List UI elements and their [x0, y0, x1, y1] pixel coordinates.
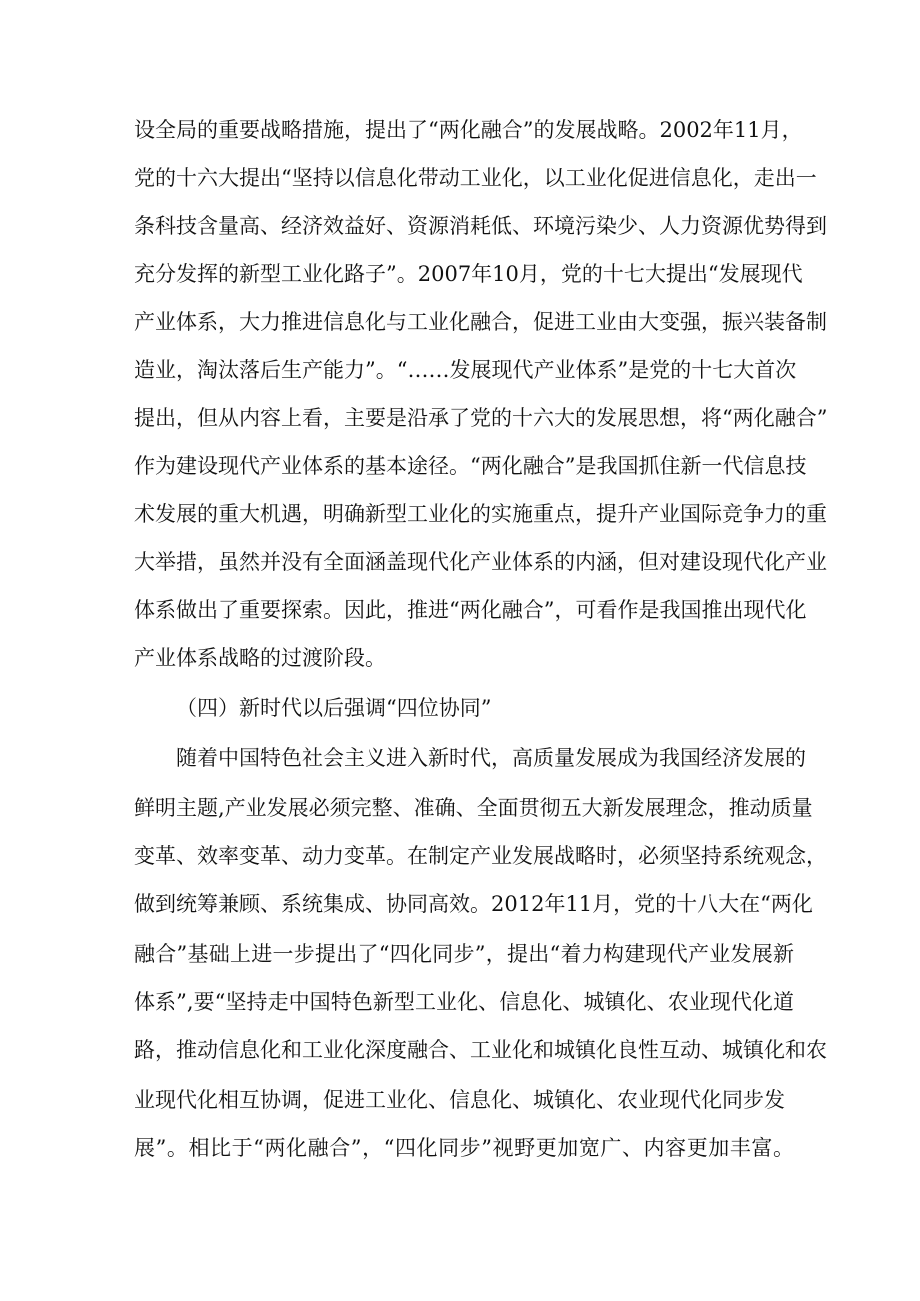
text-line: 提出，但从内容上看，主要是沿承了党的十六大的发展思想，将“两化融合”	[134, 406, 828, 430]
text-line: 鲜明主题,产业发展必须完整、准确、全面贯彻五大新发展理念，推动质量	[134, 796, 813, 820]
text-line: 体系”,要“坚持走中国特色新型工业化、信息化、城镇化、农业现代化道	[134, 990, 794, 1014]
text-line: 体系做出了重要探索。因此，推进“两化融合”，可看作是我国推出现代化	[134, 598, 807, 622]
text-line: 作为建设现代产业体系的基本途径。“两化融合”是我国抓住新一代信息技	[134, 454, 807, 478]
text-line: 大举措，虽然并没有全面涵盖现代化产业体系的内涵，但对建设现代化产业	[134, 550, 827, 574]
text-line: 业现代化相互协调，促进工业化、信息化、城镇化、农业现代化同步发	[134, 1088, 785, 1112]
text-line: 术发展的重大机遇，明确新型工业化的实施重点，提升产业国际竞争力的重	[134, 502, 827, 526]
section-heading: （四）新时代以后强调“四位协同”	[176, 696, 492, 720]
text-line: 产业体系，大力推进信息化与工业化融合，促进工业由大变强，振兴装备制	[134, 310, 827, 334]
text-line: 充分发挥的新型工业化路子”。2007年10月，党的十七大提出“发展现代	[134, 262, 803, 286]
text-line: 融合”基础上进一步提出了“四化同步”，提出“着力构建现代产业发展新	[134, 942, 794, 966]
text-line: 路，推动信息化和工业化深度融合、工业化和城镇化良性互动、城镇化和农	[134, 1038, 827, 1062]
text-line: 随着中国特色社会主义进入新时代，高质量发展成为我国经济发展的	[176, 746, 806, 770]
text-line: 设全局的重要战略措施，提出了“两化融合”的发展战略。2002年11月，	[134, 118, 803, 142]
text-line: 展”。相比于“两化融合”，“四化同步”视野更加宽广、内容更加丰富。	[134, 1136, 794, 1160]
text-line: 条科技含量高、经济效益好、资源消耗低、环境污染少、人力资源优势得到	[134, 214, 827, 238]
text-line: 做到统筹兼顾、系统集成、协同高效。2012年11月，党的十八大在“两化	[134, 892, 813, 916]
text-line: 产业体系战略的过渡阶段。	[134, 646, 386, 670]
text-line: 党的十六大提出“坚持以信息化带动工业化，以工业化促进信息化，走出一	[134, 166, 817, 190]
text-line: 造业，淘汰落后生产能力”。“……发展现代产业体系”是党的十七大首次	[134, 358, 797, 382]
text-line: 变革、效率变革、动力变革。在制定产业发展战略时，必须坚持系统观念，	[134, 844, 827, 868]
